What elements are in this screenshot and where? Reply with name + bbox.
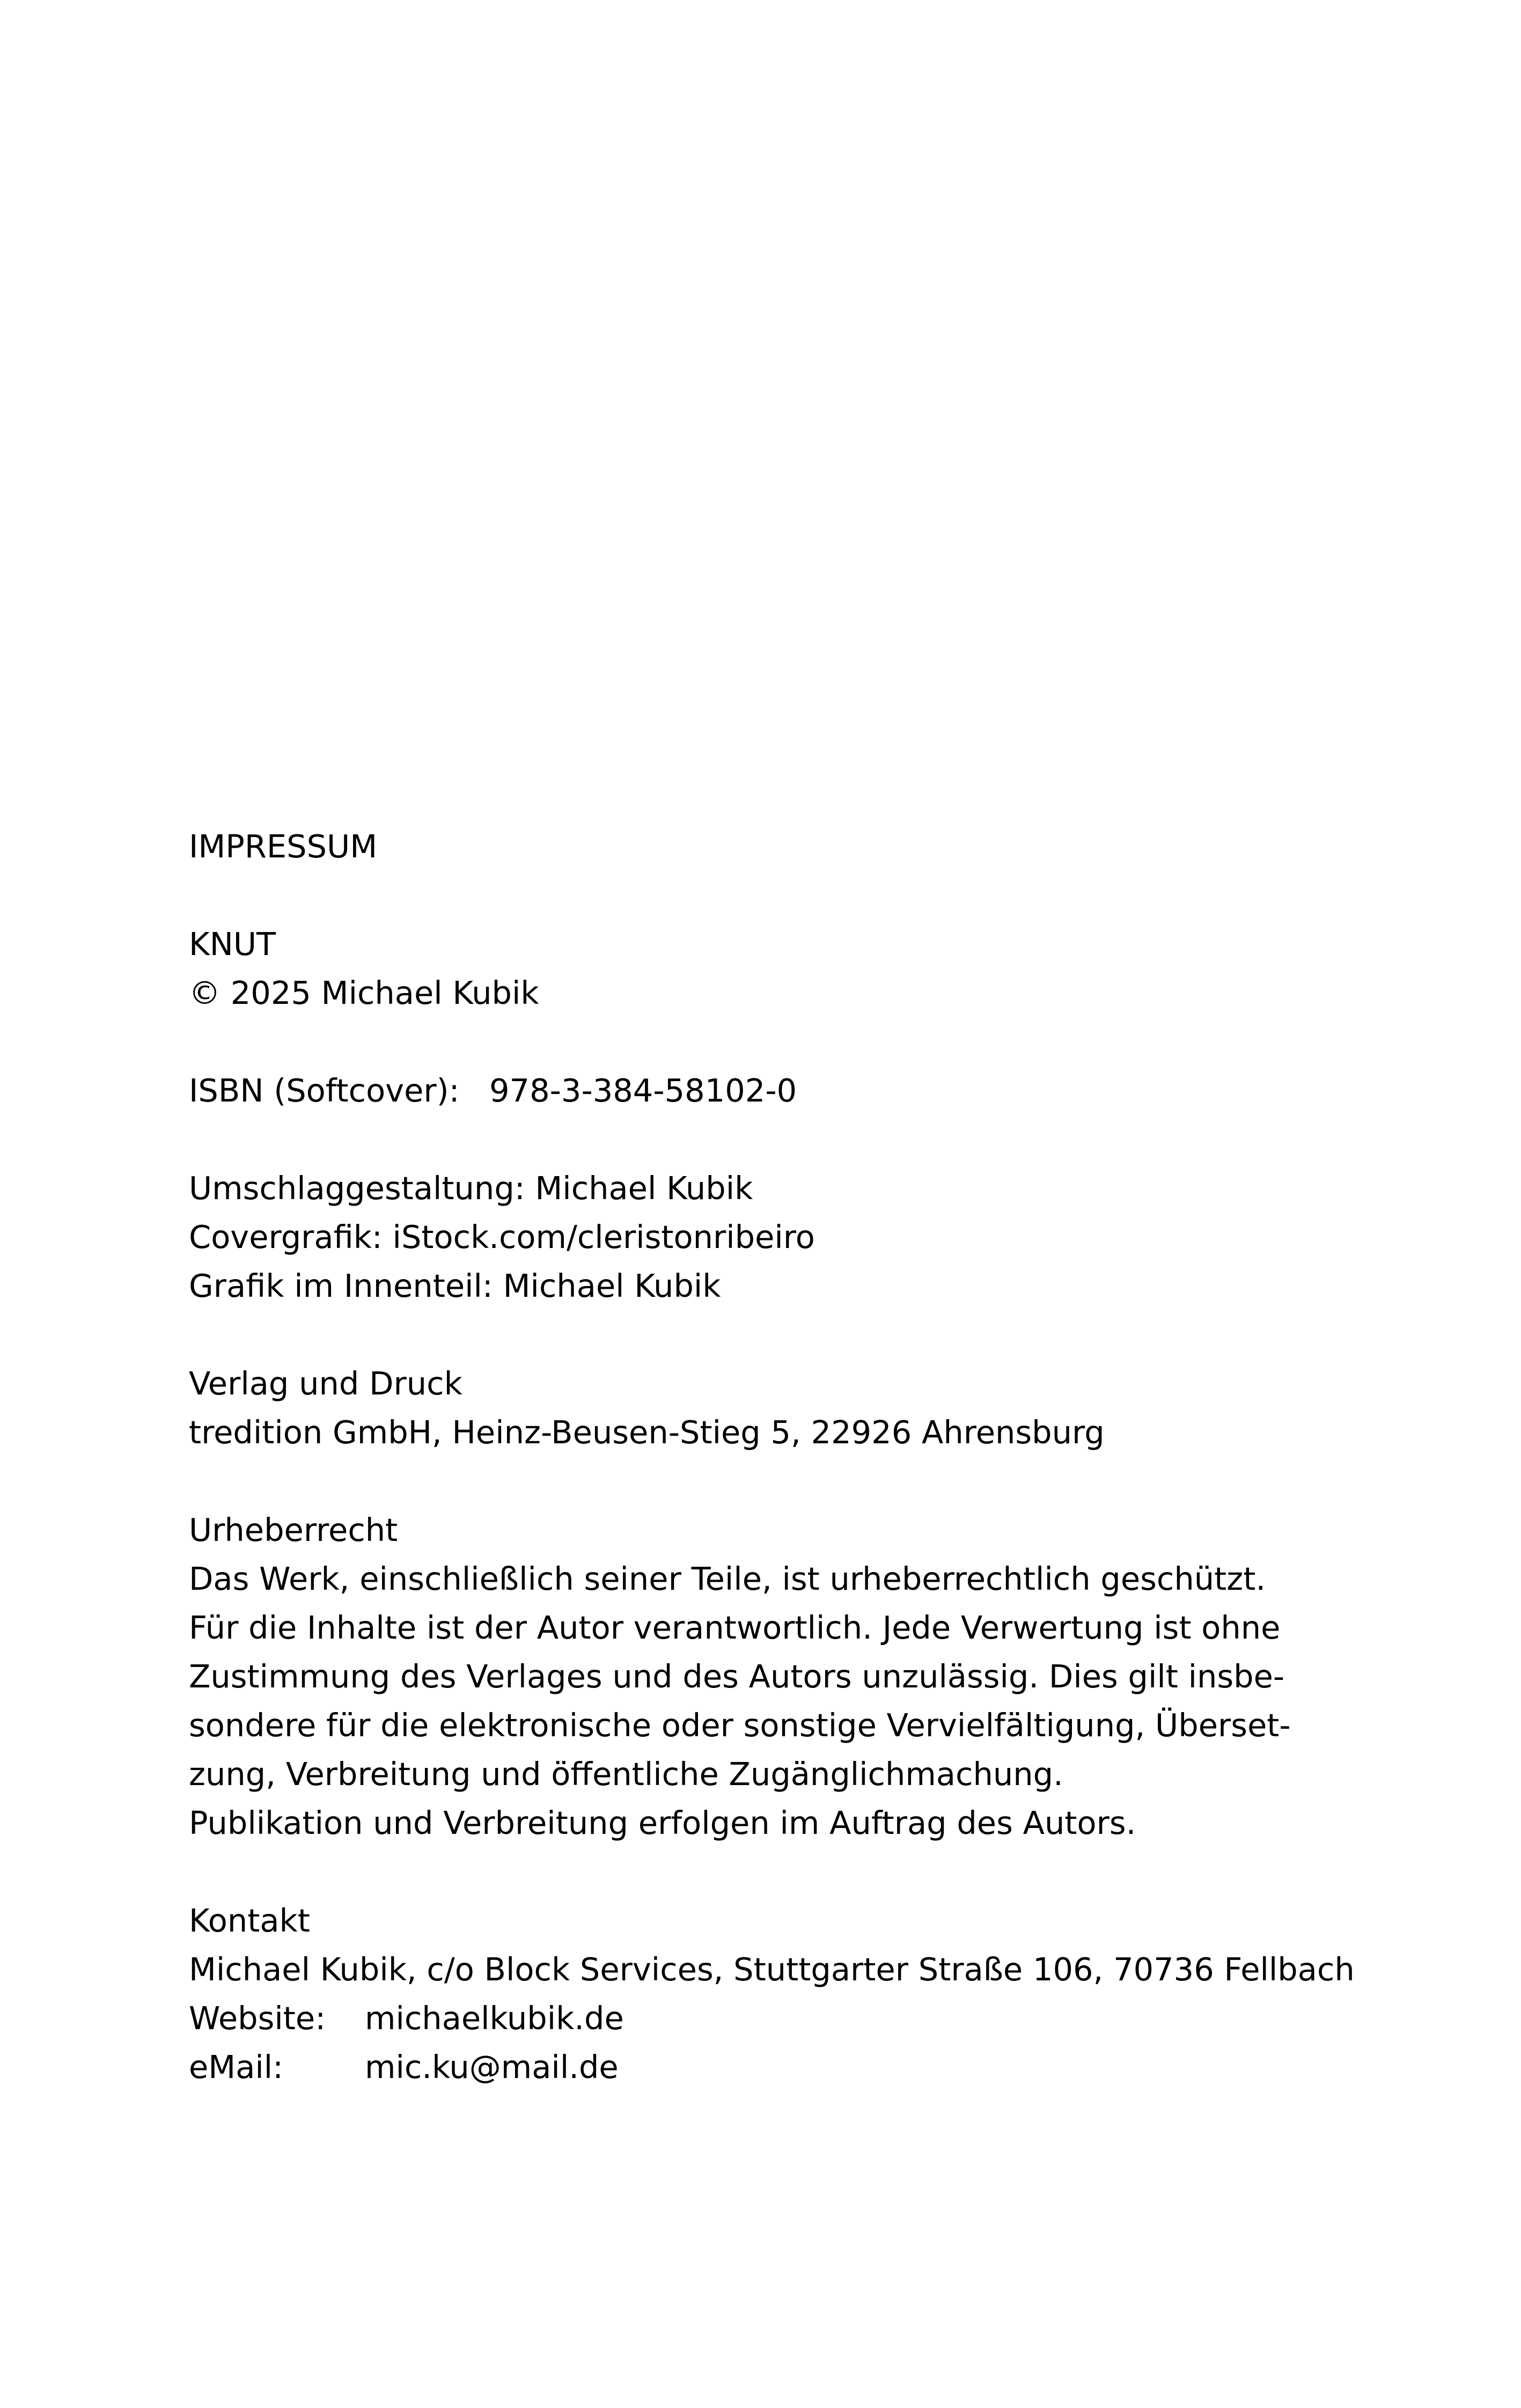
spacer	[189, 871, 1423, 920]
imprint-heading: IMPRESSUM	[189, 828, 378, 865]
website-label: Website:	[189, 2000, 326, 2037]
isbn-label: ISBN (Softcover):	[189, 1072, 460, 1109]
copyright-heading: Urheberrecht	[189, 1511, 398, 1548]
spacer	[189, 1847, 1423, 1896]
copyright-line: © 2025 Michael Kubik	[189, 974, 539, 1011]
spacer	[189, 1017, 1423, 1066]
spacer	[189, 1457, 1423, 1506]
contact-heading: Kontakt	[189, 1902, 310, 1939]
credit-interior-graphic: Grafik im Innenteil: Michael Kubik	[189, 1267, 721, 1304]
spacer	[189, 1310, 1423, 1359]
copyright-text-line: Für die Inhalte ist der Autor verantwortlich. Jede Verwertung ist ohne	[189, 1609, 1281, 1646]
copyright-text-line: Das Werk, einschließlich seiner Teile, ist urheberrechtlich geschützt.	[189, 1560, 1266, 1597]
isbn-value: 978-3-384-58102-0	[489, 1072, 797, 1109]
publisher-heading: Verlag und Druck	[189, 1365, 462, 1402]
credit-cover-design: Umschlaggestaltung: Michael Kubik	[189, 1170, 753, 1207]
credit-cover-graphic: Covergrafik: iStock.com/cleristonribeiro	[189, 1218, 815, 1256]
publisher-address: tredition GmbH, Heinz-Beusen-Stieg 5, 22926 Ahrensburg	[189, 1414, 1105, 1451]
website-link[interactable]: michaelkubik.de	[365, 2000, 624, 2037]
book-title: KNUT	[189, 926, 276, 963]
imprint-block	[189, 822, 1423, 2091]
copyright-text-line: sondere für die elektronische oder sonstige Vervielfältigung, Überset-	[189, 1707, 1291, 1744]
contact-address: Michael Kubik, c/o Block Services, Stuttgarter Straße 106, 70736 Fellbach	[189, 1951, 1355, 1988]
email-row	[189, 2043, 1423, 2091]
copyright-text-line: zung, Verbreitung und öffentliche Zugänglichmachung.	[189, 1756, 1063, 1793]
spacer	[189, 1115, 1423, 1164]
website-row	[189, 1994, 1423, 2043]
email-label: eMail:	[189, 2049, 284, 2086]
isbn-row	[189, 1066, 1423, 1115]
copyright-text-line: Zustimmung des Verlages und des Autors unzulässig. Dies gilt insbe-	[189, 1658, 1285, 1695]
copyright-text-line: Publikation und Verbreitung erfolgen im Auftrag des Autors.	[189, 1804, 1136, 1841]
email-link[interactable]: mic.ku@mail.de	[365, 2049, 619, 2086]
